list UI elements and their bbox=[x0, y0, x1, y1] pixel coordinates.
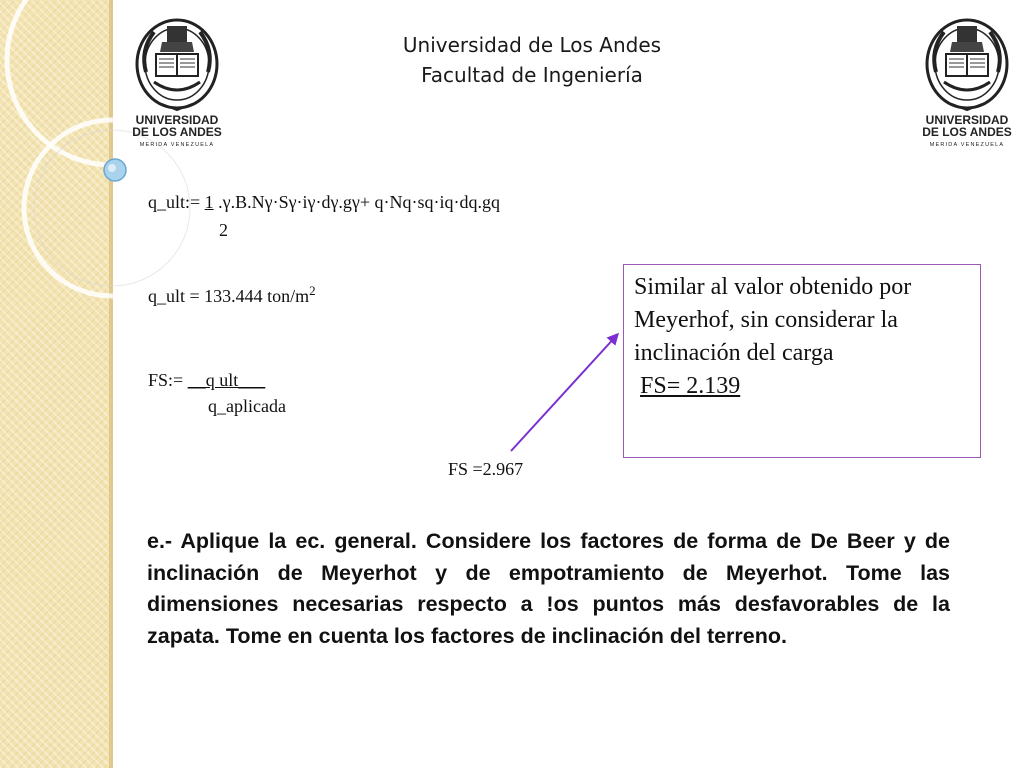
q-ult-definition bbox=[148, 192, 500, 213]
logo-location: MERIDA VENEZUELA bbox=[929, 142, 1005, 148]
logo-location: MERIDA VENEZUELA bbox=[139, 142, 215, 148]
logo-name-line2: DE LOS ANDES bbox=[922, 125, 1012, 139]
header-university: Universidad de Los Andes bbox=[402, 33, 662, 57]
logo-name-line1: UNIVERSIDAD bbox=[925, 113, 1009, 127]
q-ult-def-numerator: 1 bbox=[204, 192, 214, 212]
note-fs-value: FS= 2.139 bbox=[640, 373, 741, 399]
comparison-note-box bbox=[623, 264, 981, 458]
exercise-statement: e.- Aplique la ec. general. Considere los factores de forma de De Beer y de inclinación de Meyerhot y de empotramiento de Meyerhot. Tome las dimensiones necesarias respecto a !os puntos más desfavorables de la zapata. Tome en cuenta los factores de inclinación del terreno. bbox=[147, 529, 950, 648]
q-ult-def-denominator: 2 bbox=[219, 220, 228, 240]
logo-name-line1: UNIVERSIDAD bbox=[135, 113, 219, 127]
note-line-2: Meyerhof, sin considerar la bbox=[634, 307, 898, 333]
q-ult-value bbox=[148, 283, 316, 307]
logo-name-line2: DE LOS ANDES bbox=[132, 125, 222, 139]
fs-definition bbox=[148, 370, 265, 391]
note-line-1: Similar al valor obtenido por bbox=[634, 274, 912, 300]
slide-header bbox=[0, 30, 1024, 90]
q-ult-def-terms: .γ.B.Nγ·Sγ·iγ·dγ.gγ+ q·Nq·sq·iq·dq.gq bbox=[218, 192, 501, 212]
fs-def-denominator: q_aplicada bbox=[208, 396, 286, 416]
fs-def-prefix: FS:= bbox=[148, 370, 184, 390]
fs-def-numerator: __q ult___ bbox=[187, 370, 266, 390]
q-ult-value-text: q_ult = 133.444 ton/m bbox=[148, 286, 310, 306]
fs-result: FS =2.967 bbox=[448, 459, 524, 479]
header-faculty: Facultad de Ingeniería bbox=[421, 63, 643, 87]
note-line-3: inclinación del carga bbox=[634, 340, 834, 366]
q-ult-def-prefix: q_ult:= bbox=[148, 192, 201, 212]
q-ult-unit-superscript: 2 bbox=[309, 283, 316, 298]
